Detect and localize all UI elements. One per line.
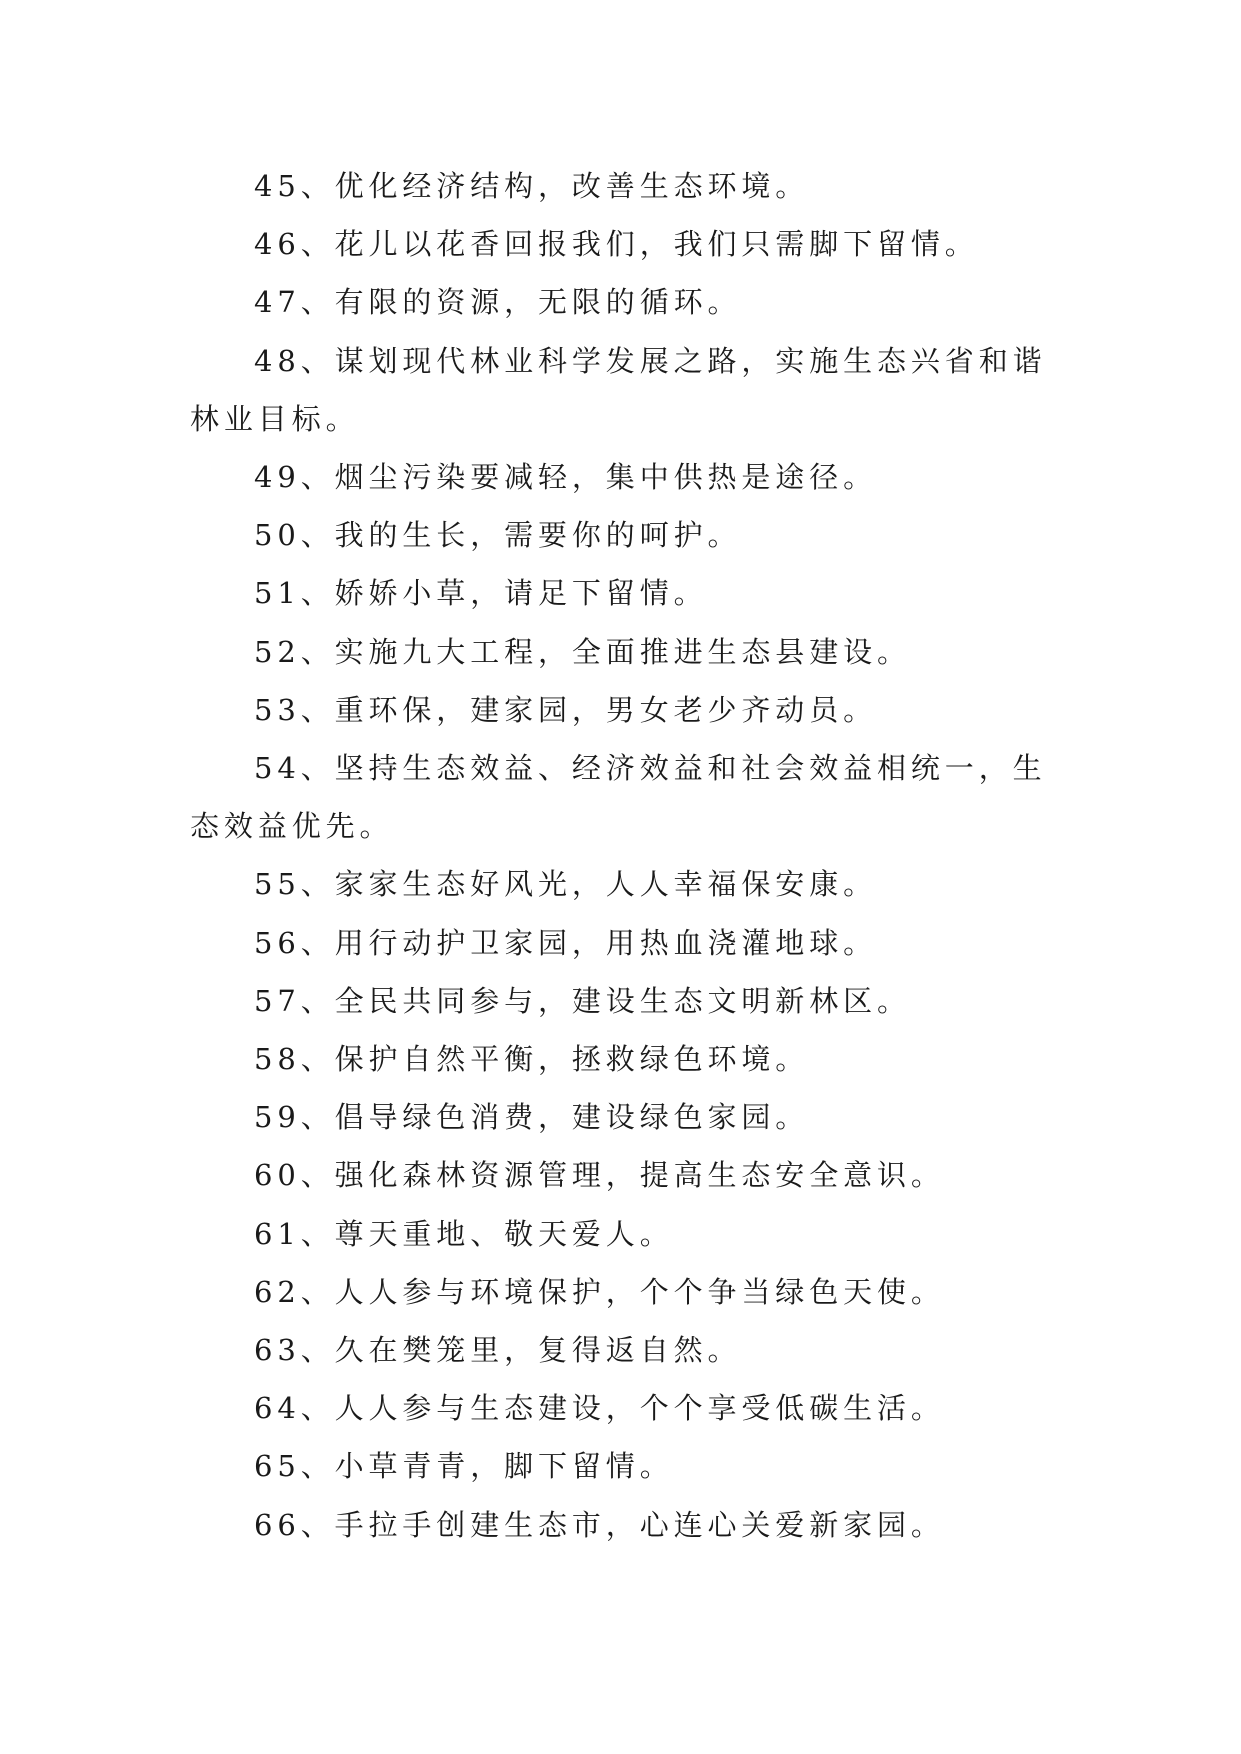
list-item: 59、倡导绿色消费，建设绿色家园。	[254, 1100, 810, 1135]
list-item: 62、人人参与环境保护，个个争当绿色天使。	[254, 1274, 945, 1309]
list-item: 65、小草青青，脚下留情。	[254, 1449, 674, 1484]
list-item: 58、保护自然平衡，拯救绿色环境。	[254, 1042, 810, 1077]
list-item: 60、强化森林资源管理，提高生态安全意识。	[254, 1158, 945, 1193]
list-item: 46、花儿以花香回报我们，我们只需脚下留情。	[254, 227, 979, 262]
list-item: 55、家家生态好风光，人人幸福保安康。	[254, 867, 878, 902]
list-item: 50、我的生长，需要你的呵护。	[254, 518, 742, 553]
list-item: 49、烟尘污染要减轻，集中供热是途径。	[254, 460, 878, 495]
list-item: 47、有限的资源，无限的循环。	[254, 285, 742, 320]
list-item: 66、手拉手创建生态市，心连心关爱新家园。	[254, 1507, 945, 1542]
list-item: 54、坚持生态效益、经济效益和社会效益相统一，生态效益优先。	[190, 751, 1047, 844]
list-item: 57、全民共同参与，建设生态文明新林区。	[254, 983, 911, 1018]
list-item: 45、优化经济结构，改善生态环境。	[254, 169, 810, 203]
list-item: 64、人人参与生态建设，个个享受低碳生活。	[254, 1391, 945, 1426]
slogan-list	[190, 157, 1054, 1554]
list-item: 48、谋划现代林业科学发展之路，实施生态兴省和谐林业目标。	[190, 343, 1047, 436]
list-item: 52、实施九大工程，全面推进生态县建设。	[254, 634, 911, 669]
list-item: 53、重环保，建家园，男女老少齐动员。	[254, 692, 878, 727]
list-item: 56、用行动护卫家园，用热血浇灌地球。	[254, 925, 878, 960]
list-item: 63、久在樊笼里，复得返自然。	[254, 1333, 742, 1368]
list-item: 61、尊天重地、敬天爱人。	[254, 1216, 674, 1251]
list-item: 51、娇娇小草，请足下留情。	[254, 576, 708, 611]
